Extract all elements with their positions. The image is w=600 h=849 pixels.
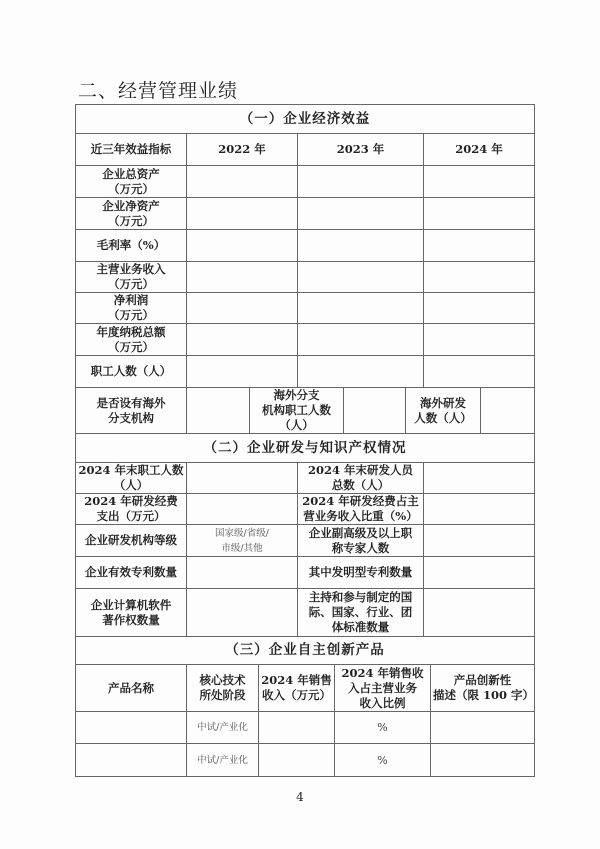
input-cell[interactable] [424,525,535,557]
economic-benefit-table [75,104,535,388]
rd-ip-table [75,433,535,637]
input-cell[interactable] [424,494,535,525]
input-cell[interactable] [259,744,335,777]
input-cell[interactable] [424,198,535,230]
row-label: 企业副高级及以上职 称专家人数 [298,525,424,557]
input-cell[interactable] [187,324,298,356]
rd-level-input[interactable]: 国家级/省级/ 市级/其他 [187,525,298,557]
table-row [76,262,535,293]
header-2023: 2023 年 [298,134,424,166]
input-cell[interactable] [187,388,250,434]
input-cell[interactable] [298,293,424,324]
row-label: 企业净资产 （万元） [76,198,187,230]
overseas-staff-label: 海外分支 机构职工人数 （人） [250,388,344,434]
input-cell[interactable] [298,166,424,198]
overseas-table [75,387,535,434]
row-label: 其中发明型专利数量 [298,557,424,589]
table-row [76,557,535,589]
input-cell[interactable] [424,589,535,637]
row-label: 净利润 （万元） [76,293,187,324]
header-2022: 2022 年 [187,134,298,166]
section-heading: 二、经营管理业绩 [78,80,239,102]
table-row [76,494,535,525]
section2-title: （二）企业研发与知识产权情况 [76,434,535,463]
input-cell[interactable] [298,198,424,230]
input-cell[interactable] [298,324,424,356]
header-stage: 核心技术 所处阶段 [187,665,259,712]
input-cell[interactable] [424,356,535,388]
input-cell[interactable] [424,324,535,356]
row-label: 2024 年研发经费占主 营业务收入比重（%） [298,494,424,525]
input-cell[interactable] [481,388,535,434]
table-row [76,230,535,262]
row-label: 2024 年末职工人数 （人） [76,463,187,494]
input-cell[interactable] [431,744,535,777]
input-cell[interactable] [187,589,298,637]
header-description: 产品创新性 描述（限 100 字） [431,665,535,712]
input-cell[interactable] [424,262,535,293]
table-row [76,166,535,198]
row-label: 职工人数（人） [76,356,187,388]
row-label: 企业总资产 （万元） [76,166,187,198]
input-cell[interactable] [187,557,298,589]
header-ratio: 2024 年销售收 入占主营业务 收入比例 [335,665,431,712]
row-label: 2024 年末研发人员 总数（人） [298,463,424,494]
row-label: 2024 年研发经费 支出（万元） [76,494,187,525]
header-2024: 2024 年 [424,134,535,166]
table-row [76,198,535,230]
row-label: 企业计算机软件 著作权数量 [76,589,187,637]
row-label: 毛利率（%） [76,230,187,262]
header-indicator: 近三年效益指标 [76,134,187,166]
input-cell[interactable] [298,230,424,262]
performance-form [75,104,534,777]
input-cell[interactable] [344,388,406,434]
input-cell[interactable] [298,356,424,388]
page-number: 4 [296,790,304,804]
ratio-input[interactable]: % [335,712,431,744]
table-row [76,293,535,324]
row-label: 主持和参与制定的国 际、国家、行业、团 体标准数量 [298,589,424,637]
table-row [76,324,535,356]
input-cell[interactable] [431,712,535,744]
input-cell[interactable] [424,463,535,494]
section1-title: （一）企业经济效益 [76,105,535,134]
table-row [76,744,535,777]
row-label: 企业有效专利数量 [76,557,187,589]
input-cell[interactable] [76,744,187,777]
table-row [76,589,535,637]
innovation-products-table [75,636,535,777]
stage-input[interactable]: 中试/产业化 [187,744,259,777]
input-cell[interactable] [187,198,298,230]
row-label: 年度纳税总额 （万元） [76,324,187,356]
input-cell[interactable] [187,463,298,494]
stage-input[interactable]: 中试/产业化 [187,712,259,744]
header-sales: 2024 年销售 收入（万元） [259,665,335,712]
input-cell[interactable] [187,230,298,262]
table-row [76,388,535,434]
header-product-name: 产品名称 [76,665,187,712]
table-row [76,463,535,494]
input-cell[interactable] [424,166,535,198]
table-row [76,525,535,557]
input-cell[interactable] [187,293,298,324]
input-cell[interactable] [187,262,298,293]
input-cell[interactable] [424,557,535,589]
row-label: 主营业务收入 （万元） [76,262,187,293]
input-cell[interactable] [76,712,187,744]
table-row [76,356,535,388]
row-label: 企业研发机构等级 [76,525,187,557]
input-cell[interactable] [259,712,335,744]
input-cell[interactable] [298,262,424,293]
overseas-rd-label: 海外研发 人数（人） [406,388,481,434]
input-cell[interactable] [187,166,298,198]
table-row [76,712,535,744]
section3-title: （三）企业自主创新产品 [76,637,535,665]
ratio-input[interactable]: % [335,744,431,777]
input-cell[interactable] [187,494,298,525]
overseas-branch-label: 是否设有海外 分支机构 [76,388,187,434]
input-cell[interactable] [424,293,535,324]
input-cell[interactable] [187,356,298,388]
input-cell[interactable] [424,230,535,262]
